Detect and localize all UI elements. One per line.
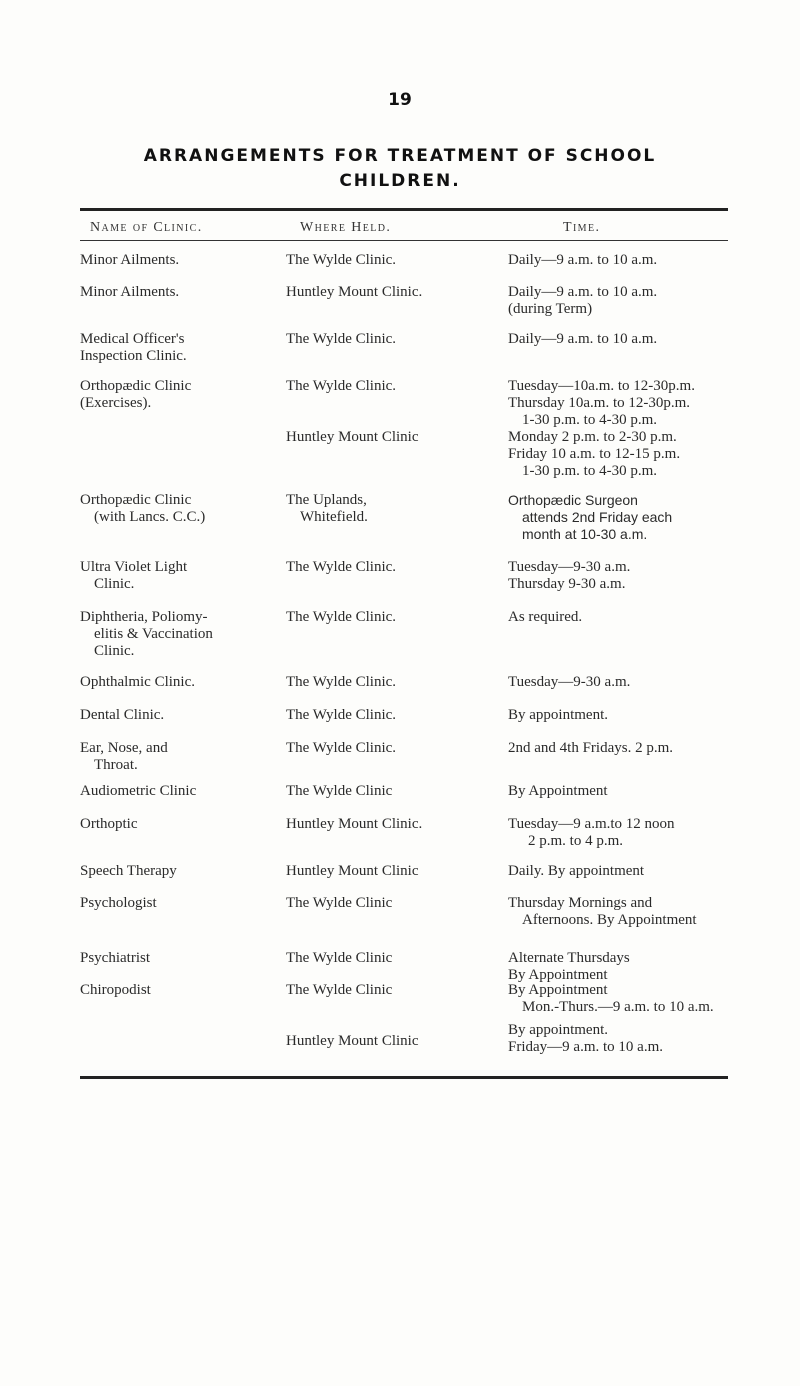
- clinic-name-cell: [80, 982, 285, 999]
- time-cell: [508, 378, 800, 480]
- where-held-cell: [286, 816, 506, 833]
- time-line: (during Term): [508, 301, 593, 317]
- clinic-name-line: Inspection Clinic.: [80, 348, 187, 364]
- where-held-line: The Wylde Clinic.: [286, 674, 397, 690]
- where-held-line: [286, 395, 506, 412]
- where-held-line: Huntley Mount Clinic: [286, 429, 419, 445]
- where-held-cell: [286, 492, 506, 526]
- where-held-line: Huntley Mount Clinic: [286, 863, 419, 879]
- clinic-name-line: Minor Ailments.: [80, 284, 180, 300]
- header-name-of-clinic: Name of Clinic.: [90, 220, 203, 235]
- page-number: 19: [388, 90, 412, 110]
- clinic-name-cell: [80, 378, 285, 412]
- where-held-line: The Wylde Clinic: [286, 783, 393, 799]
- time-line: Daily—9 a.m. to 10 a.m.: [508, 252, 658, 268]
- clinic-name-cell: [80, 950, 285, 967]
- time-line: Thursday 10a.m. to 12-30p.m.: [508, 395, 691, 411]
- clinic-name-line: Psychiatrist: [80, 950, 150, 966]
- time-cell: [508, 559, 800, 593]
- where-held-line: The Wylde Clinic: [286, 895, 393, 911]
- time-cell: [508, 331, 800, 348]
- clinic-name-line: Orthopædic Clinic: [80, 492, 192, 508]
- where-held-line: The Wylde Clinic: [286, 982, 393, 998]
- clinic-name-cell: [80, 863, 285, 880]
- clinic-name-line: Medical Officer's: [80, 331, 185, 347]
- time-line: Friday—9 a.m. to 10 a.m.: [508, 1039, 663, 1055]
- time-line: Orthopædic Surgeon: [508, 492, 638, 508]
- time-line: month at 10-30 a.m.: [522, 526, 648, 542]
- clinic-name-cell: [80, 816, 285, 833]
- clinic-name-line: Clinic.: [94, 643, 135, 659]
- where-held-line: The Wylde Clinic.: [286, 252, 397, 268]
- time-cell: [508, 284, 800, 318]
- clinic-name-line: Psychologist: [80, 895, 157, 911]
- title-line-2: CHILDREN.: [339, 171, 461, 191]
- clinic-name-cell: [80, 674, 285, 691]
- where-held-cell: [286, 740, 506, 757]
- time-cell: [508, 740, 800, 757]
- clinic-name-line: Ear, Nose, and: [80, 740, 168, 756]
- where-held-line: [286, 1016, 506, 1033]
- time-cell: [508, 674, 800, 691]
- where-held-cell: [286, 252, 506, 269]
- time-line: 1-30 p.m. to 4-30 p.m.: [522, 463, 657, 479]
- where-held-cell: [286, 674, 506, 691]
- clinic-name-line: Orthoptic: [80, 816, 138, 832]
- clinic-name-line: Throat.: [94, 757, 138, 773]
- table-bottom-rule: [80, 1076, 728, 1079]
- time-line: Monday 2 p.m. to 2-30 p.m.: [508, 429, 677, 445]
- time-line: Tuesday—9-30 a.m.: [508, 674, 631, 690]
- where-held-cell: [286, 863, 506, 880]
- where-held-line: Whitefield.: [300, 509, 368, 525]
- clinic-name-cell: [80, 895, 285, 912]
- where-held-line: The Wylde Clinic.: [286, 740, 397, 756]
- time-cell: [508, 707, 800, 724]
- clinic-name-line: (Exercises).: [80, 395, 152, 411]
- where-held-cell: [286, 707, 506, 724]
- clinic-name-line: Minor Ailments.: [80, 252, 180, 268]
- where-held-cell: [286, 609, 506, 626]
- time-line: Tuesday—9-30 a.m.: [508, 559, 631, 575]
- clinic-name-cell: [80, 559, 285, 593]
- clinic-name-line: elitis & Vaccination: [94, 626, 213, 642]
- time-line: Daily. By appointment: [508, 863, 645, 879]
- where-held-line: The Wylde Clinic.: [286, 559, 397, 575]
- time-cell: [508, 783, 800, 800]
- where-held-cell: [286, 378, 506, 446]
- clinic-name-cell: [80, 252, 285, 269]
- where-held-line: The Wylde Clinic: [286, 950, 393, 966]
- time-line: By Appointment: [508, 783, 608, 799]
- time-line: By Appointment: [508, 967, 608, 983]
- clinic-name-cell: [80, 609, 285, 660]
- time-line: 2nd and 4th Fridays. 2 p.m.: [508, 740, 673, 756]
- clinic-name-line: Ultra Violet Light: [80, 559, 188, 575]
- where-held-cell: [286, 559, 506, 576]
- clinic-name-cell: [80, 492, 285, 526]
- time-line: Alternate Thursdays: [508, 950, 630, 966]
- time-line: Tuesday—10a.m. to 12-30p.m.: [508, 378, 695, 394]
- page-title: [80, 144, 720, 194]
- time-line: Thursday Mornings and: [508, 895, 653, 911]
- time-cell: [508, 609, 800, 626]
- time-line: attends 2nd Friday each: [522, 509, 673, 525]
- time-line: Thursday 9-30 a.m.: [508, 576, 626, 592]
- time-cell: [508, 252, 800, 269]
- where-held-cell: [286, 284, 506, 301]
- time-line: 2 p.m. to 4 p.m.: [528, 833, 624, 849]
- clinic-name-line: Dental Clinic.: [80, 707, 165, 723]
- where-held-cell: [286, 895, 506, 912]
- where-held-line: The Wylde Clinic.: [286, 707, 397, 723]
- clinic-name-line: Diphtheria, Poliomy-: [80, 609, 208, 625]
- where-held-cell: [286, 950, 506, 967]
- time-cell: [508, 816, 800, 850]
- time-cell: [508, 895, 800, 929]
- clinic-name-line: Chiropodist: [80, 982, 151, 998]
- where-held-line: Huntley Mount Clinic.: [286, 284, 423, 300]
- where-held-line: Huntley Mount Clinic.: [286, 816, 423, 832]
- clinic-name-cell: [80, 284, 285, 301]
- where-held-cell: [286, 783, 506, 800]
- time-line: Afternoons. By Appointment: [522, 912, 697, 928]
- time-line: By appointment.: [508, 1022, 608, 1038]
- time-line: Daily—9 a.m. to 10 a.m.: [508, 284, 658, 300]
- time-cell: [508, 492, 800, 543]
- where-held-cell: [286, 331, 506, 348]
- clinic-name-line: Clinic.: [94, 576, 135, 592]
- time-cell: [508, 863, 800, 880]
- clinic-name-line: Orthopædic Clinic: [80, 378, 192, 394]
- where-held-line: The Uplands,: [286, 492, 367, 508]
- header-bottom-rule: [80, 240, 728, 241]
- time-cell: [508, 950, 800, 984]
- time-line: Tuesday—9 a.m.to 12 noon: [508, 816, 675, 832]
- clinic-name-cell: [80, 740, 285, 774]
- where-held-line: The Wylde Clinic.: [286, 609, 397, 625]
- clinic-name-cell: [80, 331, 285, 365]
- time-line: Mon.-Thurs.—9 a.m. to 10 a.m.: [522, 999, 714, 1015]
- clinic-name-cell: [80, 783, 285, 800]
- time-line: 1-30 p.m. to 4-30 p.m.: [522, 412, 657, 428]
- time-line: As required.: [508, 609, 583, 625]
- header-time: Time.: [563, 220, 601, 235]
- header-top-rule: [80, 208, 728, 211]
- where-held-line: The Wylde Clinic.: [286, 378, 397, 394]
- time-line: By Appointment: [508, 982, 608, 998]
- clinic-name-line: Audiometric Clinic: [80, 783, 197, 799]
- time-line: Daily—9 a.m. to 10 a.m.: [508, 331, 658, 347]
- clinic-name-line: Speech Therapy: [80, 863, 177, 879]
- clinic-name-cell: [80, 707, 285, 724]
- clinic-name-line: (with Lancs. C.C.): [94, 509, 206, 525]
- where-held-line: The Wylde Clinic.: [286, 331, 397, 347]
- time-line: By appointment.: [508, 707, 608, 723]
- clinic-name-line: Ophthalmic Clinic.: [80, 674, 195, 690]
- where-held-cell: [286, 982, 506, 1050]
- where-held-line: [286, 412, 506, 429]
- where-held-line: [286, 999, 506, 1016]
- time-cell: [508, 982, 800, 1056]
- title-line-1: ARRANGEMENTS FOR TREATMENT OF SCHOOL: [143, 146, 657, 166]
- where-held-line: Huntley Mount Clinic: [286, 1033, 419, 1049]
- time-line: Friday 10 a.m. to 12-15 p.m.: [508, 446, 681, 462]
- header-where-held: Where Held.: [300, 220, 392, 235]
